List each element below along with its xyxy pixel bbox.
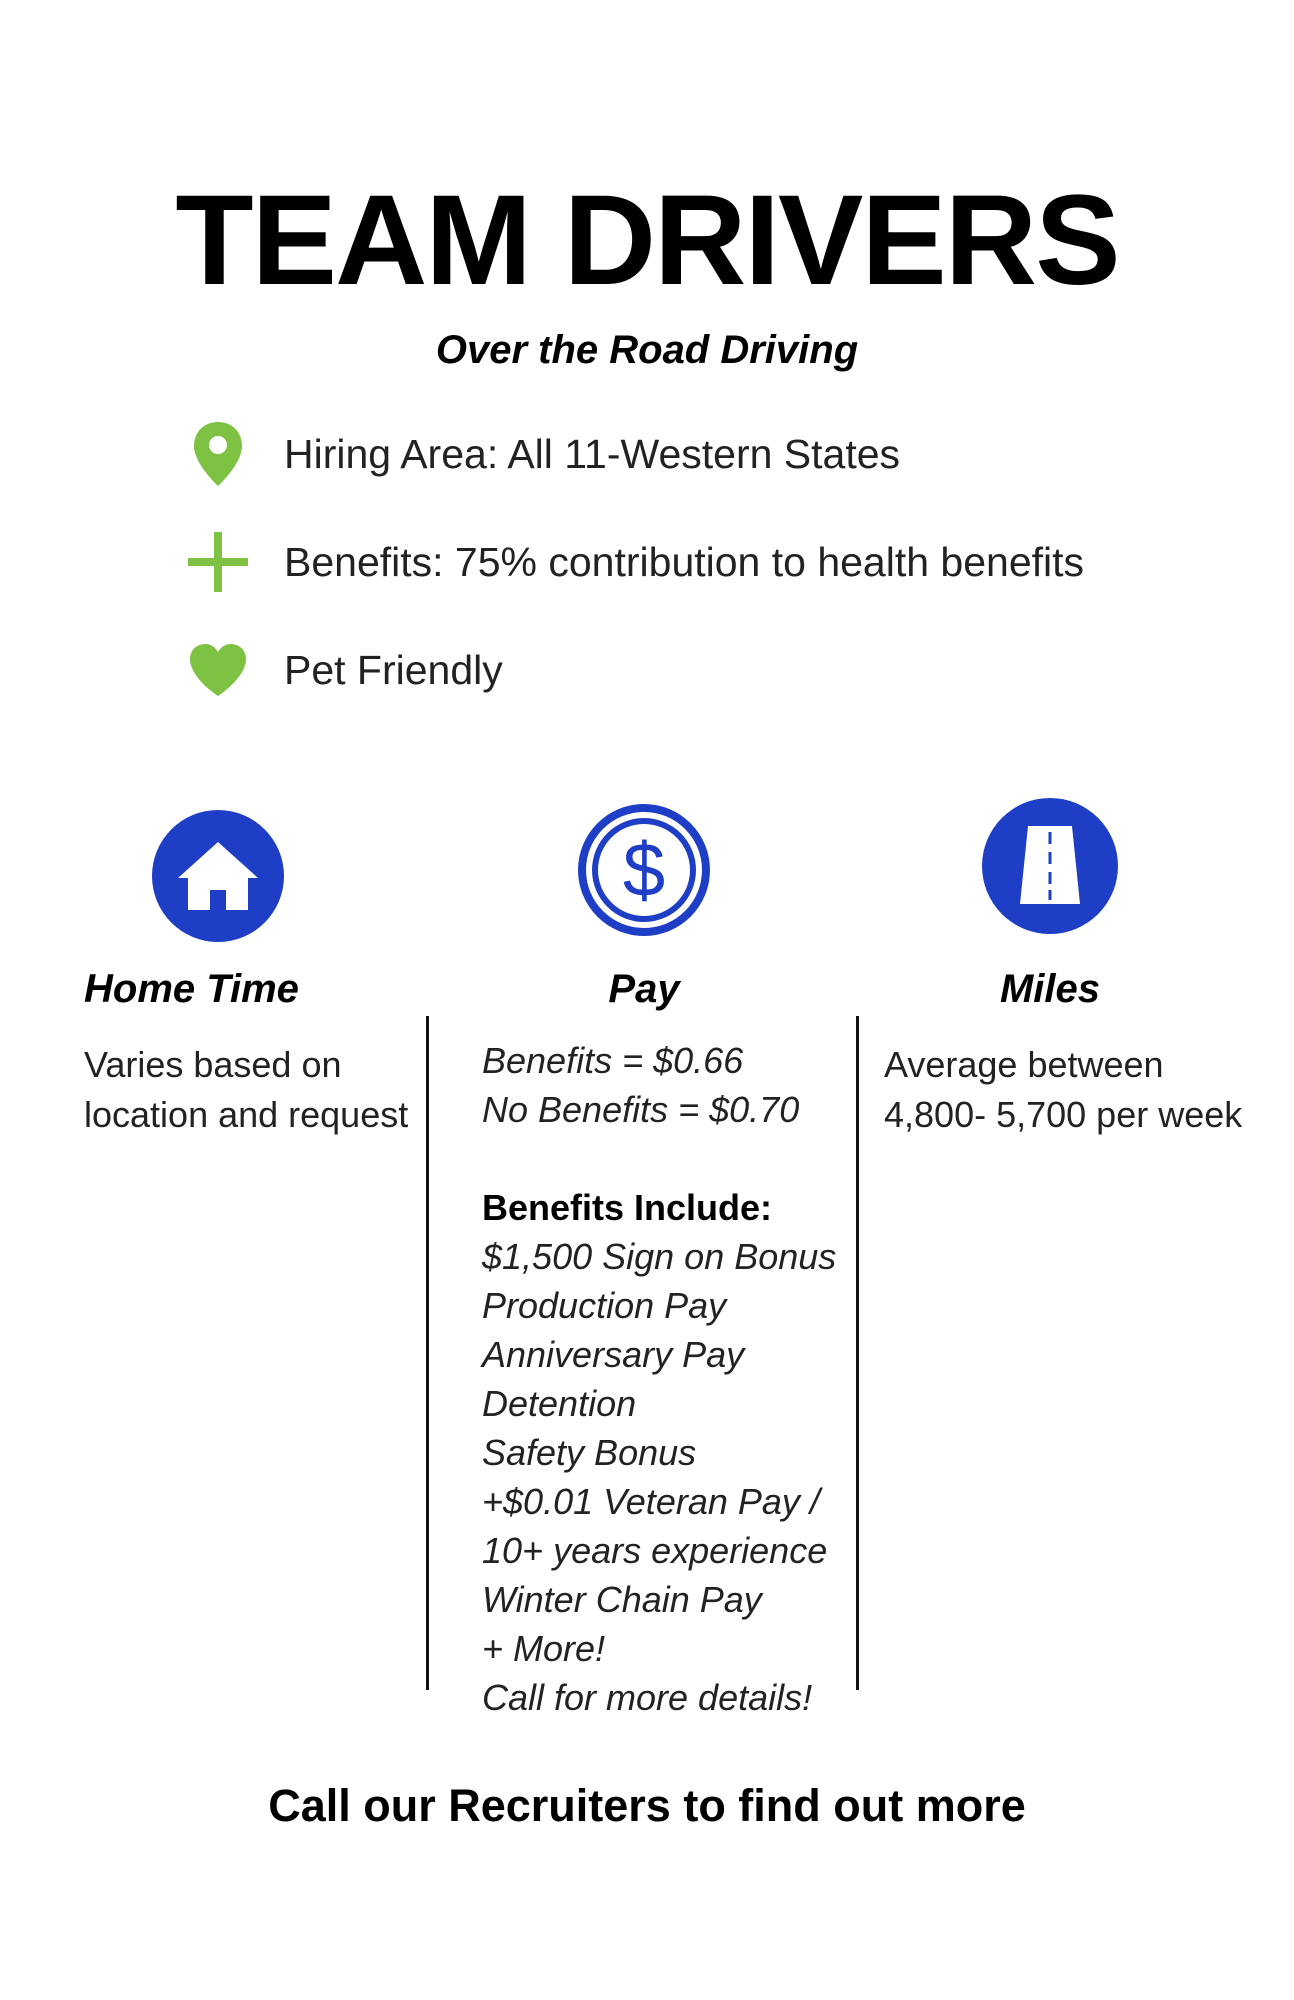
feature-text: Pet Friendly — [284, 646, 503, 693]
feature-pet-friendly — [180, 630, 503, 710]
benefit-item: Anniversary Pay — [482, 1334, 745, 1375]
benefit-item: Production Pay — [482, 1285, 727, 1326]
feature-benefits — [180, 522, 1084, 602]
home-time-description — [84, 1040, 408, 1140]
benefits-include-heading: Benefits Include: — [482, 1187, 773, 1228]
column-divider — [426, 1016, 429, 1690]
pay-details — [482, 1036, 836, 1722]
page-title: TEAM DRIVERS — [175, 169, 1119, 312]
spacer — [482, 1134, 836, 1183]
pay-rate: No Benefits = $0.70 — [482, 1089, 800, 1130]
benefit-item: Call for more details! — [482, 1677, 813, 1718]
pay-heading: Pay — [608, 967, 680, 1011]
benefit-item: Safety Bonus — [482, 1432, 697, 1473]
plus-icon — [180, 524, 256, 600]
benefit-item: Winter Chain Pay — [482, 1579, 762, 1620]
svg-text:$: $ — [622, 828, 666, 913]
column-divider — [856, 1016, 859, 1690]
feature-text: Benefits: 75% contribution to health benefits — [284, 538, 1085, 585]
miles-line: 4,800- 5,700 per week — [884, 1094, 1243, 1135]
miles-heading: Miles — [999, 967, 1101, 1011]
page-subtitle: Over the Road Driving — [435, 328, 859, 372]
home-time-line: Varies based on — [84, 1044, 342, 1085]
miles-description — [884, 1040, 1242, 1140]
house-icon — [148, 806, 288, 946]
benefit-item: $1,500 Sign on Bonus — [482, 1236, 837, 1277]
road-icon — [980, 796, 1120, 936]
benefit-item: + More! — [482, 1628, 606, 1669]
miles-line: Average between — [884, 1044, 1164, 1085]
home-time-heading: Home Time — [84, 967, 299, 1011]
call-to-action: Call our Recruiters to find out more — [268, 1780, 1026, 1831]
benefit-item: +$0.01 Veteran Pay / — [482, 1481, 820, 1522]
feature-hiring-area — [180, 414, 900, 494]
location-pin-icon — [180, 416, 256, 492]
pay-rate: Benefits = $0.66 — [482, 1040, 744, 1081]
dollar-coin-icon — [574, 800, 714, 940]
heart-icon — [180, 632, 256, 708]
feature-text: Hiring Area: All 11-Western States — [284, 430, 901, 477]
home-time-line: location and request — [84, 1094, 409, 1135]
benefit-item: Detention — [482, 1383, 637, 1424]
benefit-item: 10+ years experience — [482, 1530, 828, 1571]
